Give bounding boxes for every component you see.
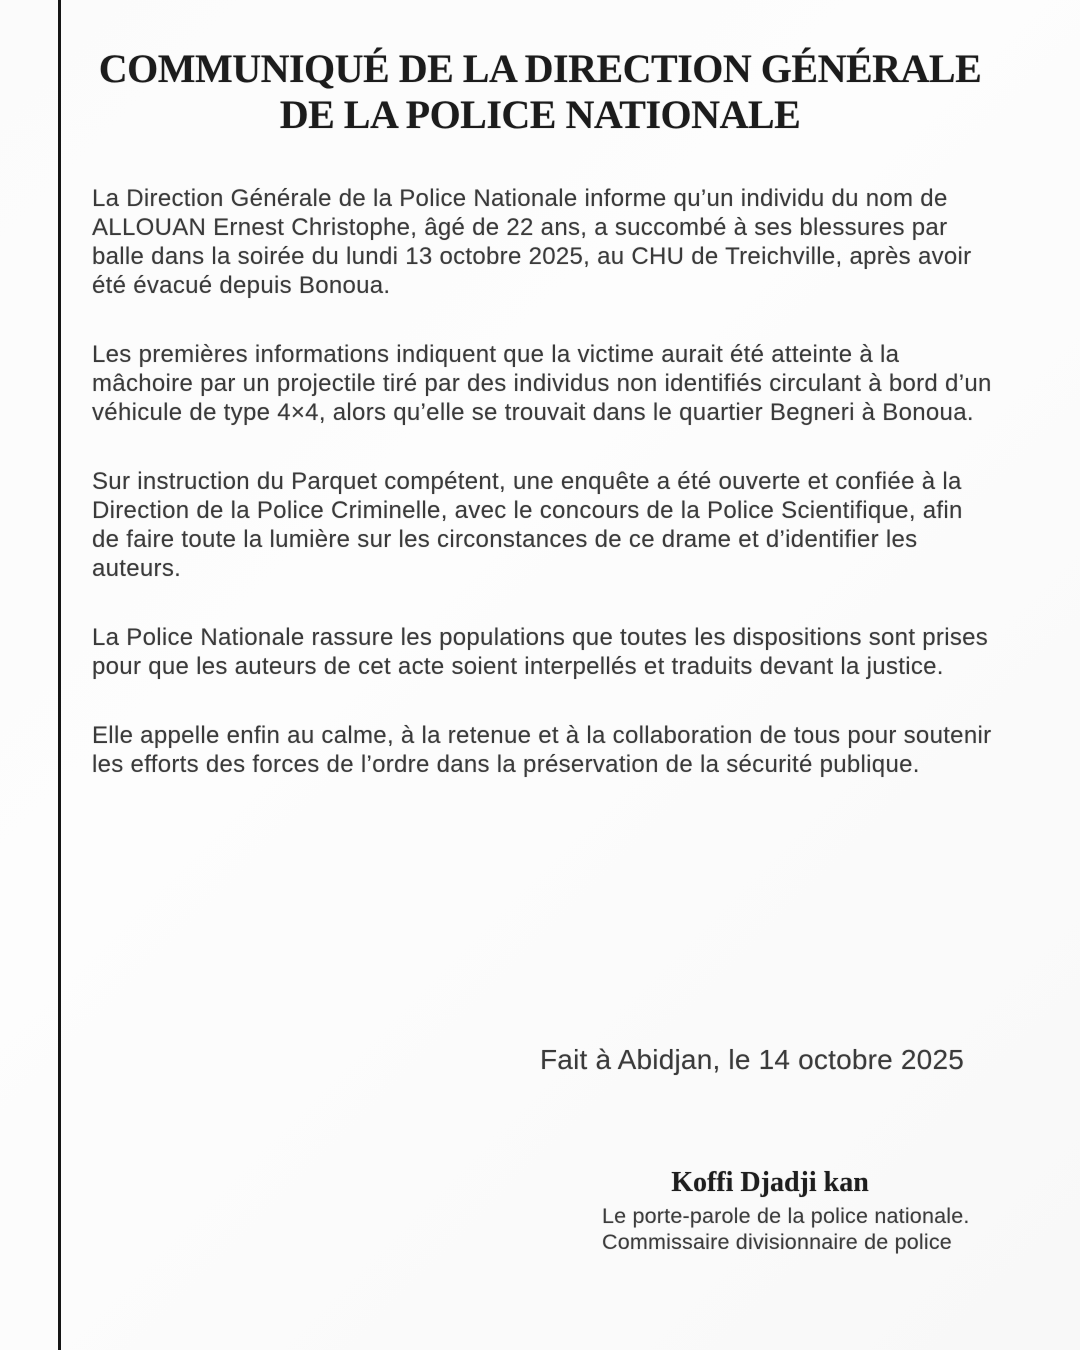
paragraph-first-informations: Les premières informations indiquent que la victime aurait été atteinte à la mâchoire par un projectile tiré par des individus non identifiés circulant à bord d’un véhicule de type 4×4, alors qu’elle se trouvait dans le quartier Begneri à Bonoua. — [92, 341, 992, 426]
title-line-2: DE LA POLICE NATIONALE — [279, 92, 801, 137]
document-title — [92, 46, 988, 138]
signatory-name: Koffi Djadji kan — [671, 1167, 869, 1198]
paragraph-investigation: Sur instruction du Parquet compétent, une enquête a été ouverte et confiée à la Direction de la Police Criminelle, avec le concours de la Police Scientifique, afin de faire toute la lumière sur les circonstances de ce drame et d’identifier les auteurs. — [92, 468, 963, 582]
document-content — [61, 0, 992, 819]
paragraph-call-for-calm: Elle appelle enfin au calme, à la retenue et à la collaboration de tous pour soutenir les efforts des forces de l’ordre dans la préservation de la sécurité publique. — [92, 722, 992, 778]
signatory-role-line-2: Commissaire divisionnaire de police — [602, 1230, 952, 1254]
signatory-role-line-1: Le porte-parole de la police nationale. — [602, 1204, 970, 1228]
document-body — [92, 184, 995, 779]
signature-block — [602, 1167, 970, 1255]
paragraph-reassurance: La Police Nationale rassure les populations que toutes les dispositions sont prises pour que les auteurs de cet acte soient interpellés et traduits devant la justice. — [92, 624, 989, 680]
title-line-1: COMMUNIQUÉ DE LA DIRECTION GÉNÉRALE — [98, 46, 982, 91]
dateline: Fait à Abidjan, le 14 octobre 2025 — [540, 1044, 964, 1075]
paragraph-incident: La Direction Générale de la Police Nationale informe qu’un individu du nom de ALLOUAN Ernest Christophe, âgé de 22 ans, a succombé à ses blessures par balle dans la soirée du lundi 13 octobre 2025, au CHU de Treichville, après avoir été évacué depuis Bonoua. — [92, 185, 972, 299]
